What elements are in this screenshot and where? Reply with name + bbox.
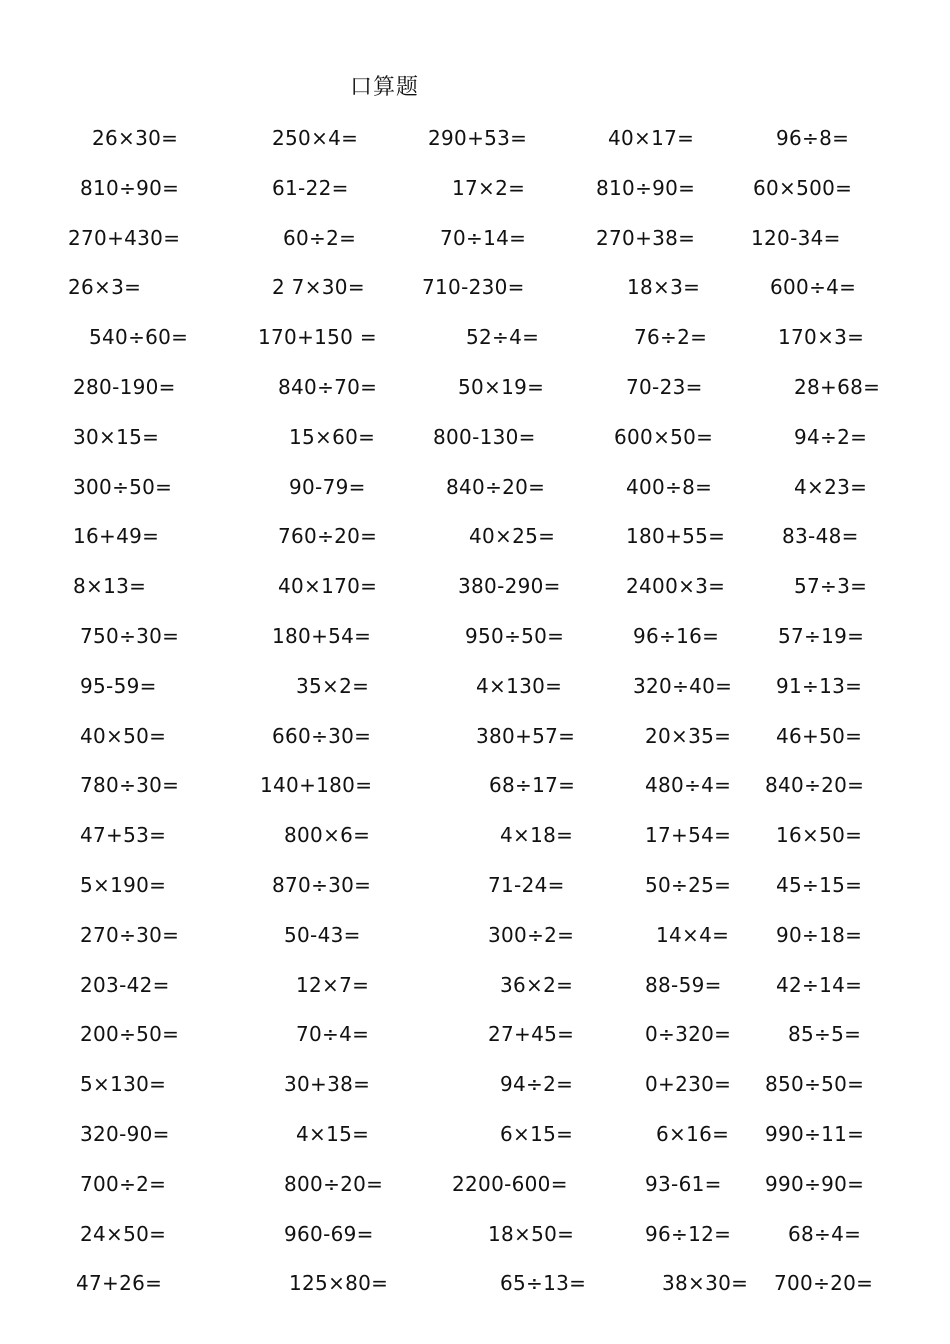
- arithmetic-problem: 90-79=: [289, 474, 366, 499]
- arithmetic-problem: 60×500=: [753, 175, 853, 200]
- arithmetic-problem: 47+53=: [80, 823, 167, 848]
- arithmetic-problem: 20×35=: [645, 723, 732, 748]
- arithmetic-problem: 320÷40=: [633, 673, 733, 698]
- arithmetic-problem: 96÷16=: [633, 624, 720, 648]
- arithmetic-problem: 300÷50=: [73, 474, 173, 499]
- problem-row: [0, 1119, 950, 1149]
- arithmetic-problem: 28+68=: [794, 375, 881, 399]
- problem-row: [0, 422, 950, 452]
- arithmetic-problem: 18×3=: [627, 275, 701, 300]
- arithmetic-problem: 47+26=: [76, 1271, 163, 1296]
- problem-row: [0, 1069, 950, 1099]
- arithmetic-problem: 5×130=: [80, 1072, 167, 1097]
- arithmetic-problem: 600×50=: [614, 424, 714, 449]
- arithmetic-problem: 40×50=: [80, 723, 167, 748]
- arithmetic-problem: 60÷2=: [283, 225, 357, 250]
- arithmetic-problem: 15×60=: [289, 424, 376, 449]
- arithmetic-problem: 180+55=: [626, 524, 726, 549]
- arithmetic-problem: 840÷70=: [278, 375, 378, 399]
- arithmetic-problem: 120-34=: [751, 225, 841, 250]
- arithmetic-problem: 840÷20=: [765, 773, 865, 798]
- arithmetic-problem: 200÷50=: [80, 1022, 180, 1047]
- problem-row: [0, 322, 950, 352]
- arithmetic-problem: 30×15=: [73, 424, 160, 449]
- arithmetic-problem: 950÷50=: [465, 624, 565, 648]
- arithmetic-problem: 68÷17=: [489, 773, 576, 798]
- problem-row: [0, 173, 950, 203]
- arithmetic-problem: 40×25=: [469, 524, 556, 549]
- arithmetic-problem: 85÷5=: [788, 1022, 862, 1047]
- arithmetic-problem: 45÷15=: [776, 873, 863, 897]
- problem-row: [0, 820, 950, 850]
- arithmetic-problem: 94÷2=: [794, 424, 868, 449]
- arithmetic-problem: 18×50=: [488, 1221, 575, 1246]
- arithmetic-problem: 700÷20=: [774, 1271, 874, 1296]
- arithmetic-problem: 250×4=: [272, 126, 359, 150]
- arithmetic-problem: 750÷30=: [80, 624, 180, 648]
- arithmetic-problem: 700÷2=: [80, 1171, 167, 1196]
- arithmetic-problem: 140+180=: [260, 773, 373, 798]
- arithmetic-problem: 26×3=: [68, 275, 142, 300]
- arithmetic-problem: 960-69=: [284, 1221, 374, 1246]
- problem-row: [0, 870, 950, 900]
- arithmetic-problem: 0+230=: [645, 1072, 732, 1097]
- problem-row: [0, 1169, 950, 1199]
- arithmetic-problem: 400÷8=: [626, 474, 713, 499]
- arithmetic-problem: 170×3=: [778, 325, 865, 350]
- arithmetic-problem: 93-61=: [645, 1171, 722, 1196]
- arithmetic-problem: 46+50=: [776, 723, 863, 748]
- arithmetic-problem: 2200-600=: [452, 1171, 568, 1196]
- arithmetic-problem: 88-59=: [645, 972, 722, 997]
- arithmetic-problem: 16+49=: [73, 524, 160, 549]
- arithmetic-problem: 270÷30=: [80, 922, 180, 947]
- arithmetic-problem: 50-43=: [284, 922, 361, 947]
- arithmetic-problem: 68÷4=: [788, 1221, 862, 1246]
- problem-row: [0, 970, 950, 1000]
- arithmetic-problem: 36×2=: [500, 972, 574, 997]
- arithmetic-problem: 810÷90=: [596, 175, 696, 200]
- arithmetic-problem: 27+45=: [488, 1022, 575, 1047]
- arithmetic-problem: 4×18=: [500, 823, 574, 848]
- arithmetic-problem: 40×170=: [278, 574, 378, 599]
- arithmetic-problem: 52÷4=: [466, 325, 540, 350]
- arithmetic-problem: 2 7×30=: [272, 275, 365, 300]
- arithmetic-problem: 800-130=: [433, 424, 536, 449]
- arithmetic-problem: 16×50=: [776, 823, 863, 848]
- arithmetic-problem: 6×15=: [500, 1122, 574, 1146]
- arithmetic-problem: 4×23=: [794, 474, 868, 499]
- problem-row: [0, 571, 950, 601]
- arithmetic-problem: 90÷18=: [776, 922, 863, 947]
- problem-row: [0, 920, 950, 950]
- arithmetic-problem: 35×2=: [296, 673, 370, 698]
- arithmetic-problem: 170+150 =: [258, 325, 377, 350]
- arithmetic-problem: 26×30=: [92, 126, 179, 150]
- arithmetic-problem: 76÷2=: [634, 325, 708, 350]
- arithmetic-problem: 810÷90=: [80, 175, 180, 200]
- problem-row: [0, 621, 950, 651]
- arithmetic-problem: 17×2=: [452, 175, 526, 200]
- arithmetic-problem: 91÷13=: [776, 673, 863, 698]
- arithmetic-problem: 50÷25=: [645, 873, 732, 897]
- problem-row: [0, 521, 950, 551]
- arithmetic-problem: 65÷13=: [500, 1271, 587, 1296]
- arithmetic-problem: 42÷14=: [776, 972, 863, 997]
- arithmetic-problem: 870÷30=: [272, 873, 372, 897]
- arithmetic-problem: 290+53=: [428, 126, 528, 150]
- arithmetic-problem: 180+54=: [272, 624, 372, 648]
- arithmetic-problem: 38×30=: [662, 1271, 749, 1296]
- arithmetic-problem: 70-23=: [626, 375, 703, 399]
- arithmetic-problem: 17+54=: [645, 823, 732, 848]
- arithmetic-problem: 96÷8=: [776, 126, 850, 150]
- arithmetic-problem: 61-22=: [272, 175, 349, 200]
- arithmetic-problem: 990÷11=: [765, 1122, 865, 1146]
- arithmetic-problem: 660÷30=: [272, 723, 372, 748]
- arithmetic-problem: 480÷4=: [645, 773, 732, 798]
- arithmetic-problem: 203-42=: [80, 972, 170, 997]
- arithmetic-problem: 71-24=: [488, 873, 565, 897]
- arithmetic-problem: 5×190=: [80, 873, 167, 897]
- arithmetic-problem: 30+38=: [284, 1072, 371, 1097]
- problem-row: [0, 1219, 950, 1249]
- arithmetic-problem: 840÷20=: [446, 474, 546, 499]
- arithmetic-problem: 70÷14=: [440, 225, 527, 250]
- arithmetic-problem: 24×50=: [80, 1221, 167, 1246]
- arithmetic-problem: 380-290=: [458, 574, 561, 599]
- arithmetic-problem: 8×13=: [73, 574, 147, 599]
- arithmetic-problem: 2400×3=: [626, 574, 726, 599]
- arithmetic-problem: 800÷20=: [284, 1171, 384, 1196]
- arithmetic-problem: 270+38=: [596, 225, 696, 250]
- arithmetic-problem: 300÷2=: [488, 922, 575, 947]
- arithmetic-problem: 6×16=: [656, 1122, 730, 1146]
- arithmetic-problem: 270+430=: [68, 225, 181, 250]
- problem-row: [0, 272, 950, 302]
- arithmetic-problem: 600÷4=: [770, 275, 857, 300]
- arithmetic-problem: 83-48=: [782, 524, 859, 549]
- arithmetic-problem: 780÷30=: [80, 773, 180, 798]
- arithmetic-problem: 95-59=: [80, 673, 157, 698]
- arithmetic-problem: 70÷4=: [296, 1022, 370, 1047]
- problem-row: [0, 472, 950, 502]
- arithmetic-problem: 380+57=: [476, 723, 576, 748]
- arithmetic-problem: 710-230=: [422, 275, 525, 300]
- problem-row: [0, 223, 950, 253]
- problem-row: [0, 1268, 950, 1298]
- page-title: 口算题: [350, 75, 420, 100]
- problem-row: [0, 671, 950, 701]
- arithmetic-problem: 57÷19=: [778, 624, 865, 648]
- arithmetic-problem: 0÷320=: [645, 1022, 732, 1047]
- arithmetic-problem: 96÷12=: [645, 1221, 732, 1246]
- problem-row: [0, 721, 950, 751]
- arithmetic-problem: 57÷3=: [794, 574, 868, 599]
- arithmetic-problem: 320-90=: [80, 1122, 170, 1146]
- arithmetic-problem: 12×7=: [296, 972, 370, 997]
- arithmetic-problem: 990÷90=: [765, 1171, 865, 1196]
- arithmetic-problem: 14×4=: [656, 922, 730, 947]
- arithmetic-problem: 800×6=: [284, 823, 371, 848]
- arithmetic-problem: 280-190=: [73, 375, 176, 399]
- problem-row: [0, 1019, 950, 1049]
- problem-row: [0, 123, 950, 153]
- arithmetic-problem: 4×130=: [476, 673, 563, 698]
- arithmetic-problem: 40×17=: [608, 126, 695, 150]
- arithmetic-problem: 50×19=: [458, 375, 545, 399]
- problem-row: [0, 372, 950, 402]
- arithmetic-problem: 94÷2=: [500, 1072, 574, 1097]
- arithmetic-problem: 760÷20=: [278, 524, 378, 549]
- problem-row: [0, 770, 950, 800]
- arithmetic-problem: 125×80=: [289, 1271, 389, 1296]
- arithmetic-problem: 4×15=: [296, 1122, 370, 1146]
- arithmetic-problem: 850÷50=: [765, 1072, 865, 1097]
- arithmetic-problem: 540÷60=: [89, 325, 189, 350]
